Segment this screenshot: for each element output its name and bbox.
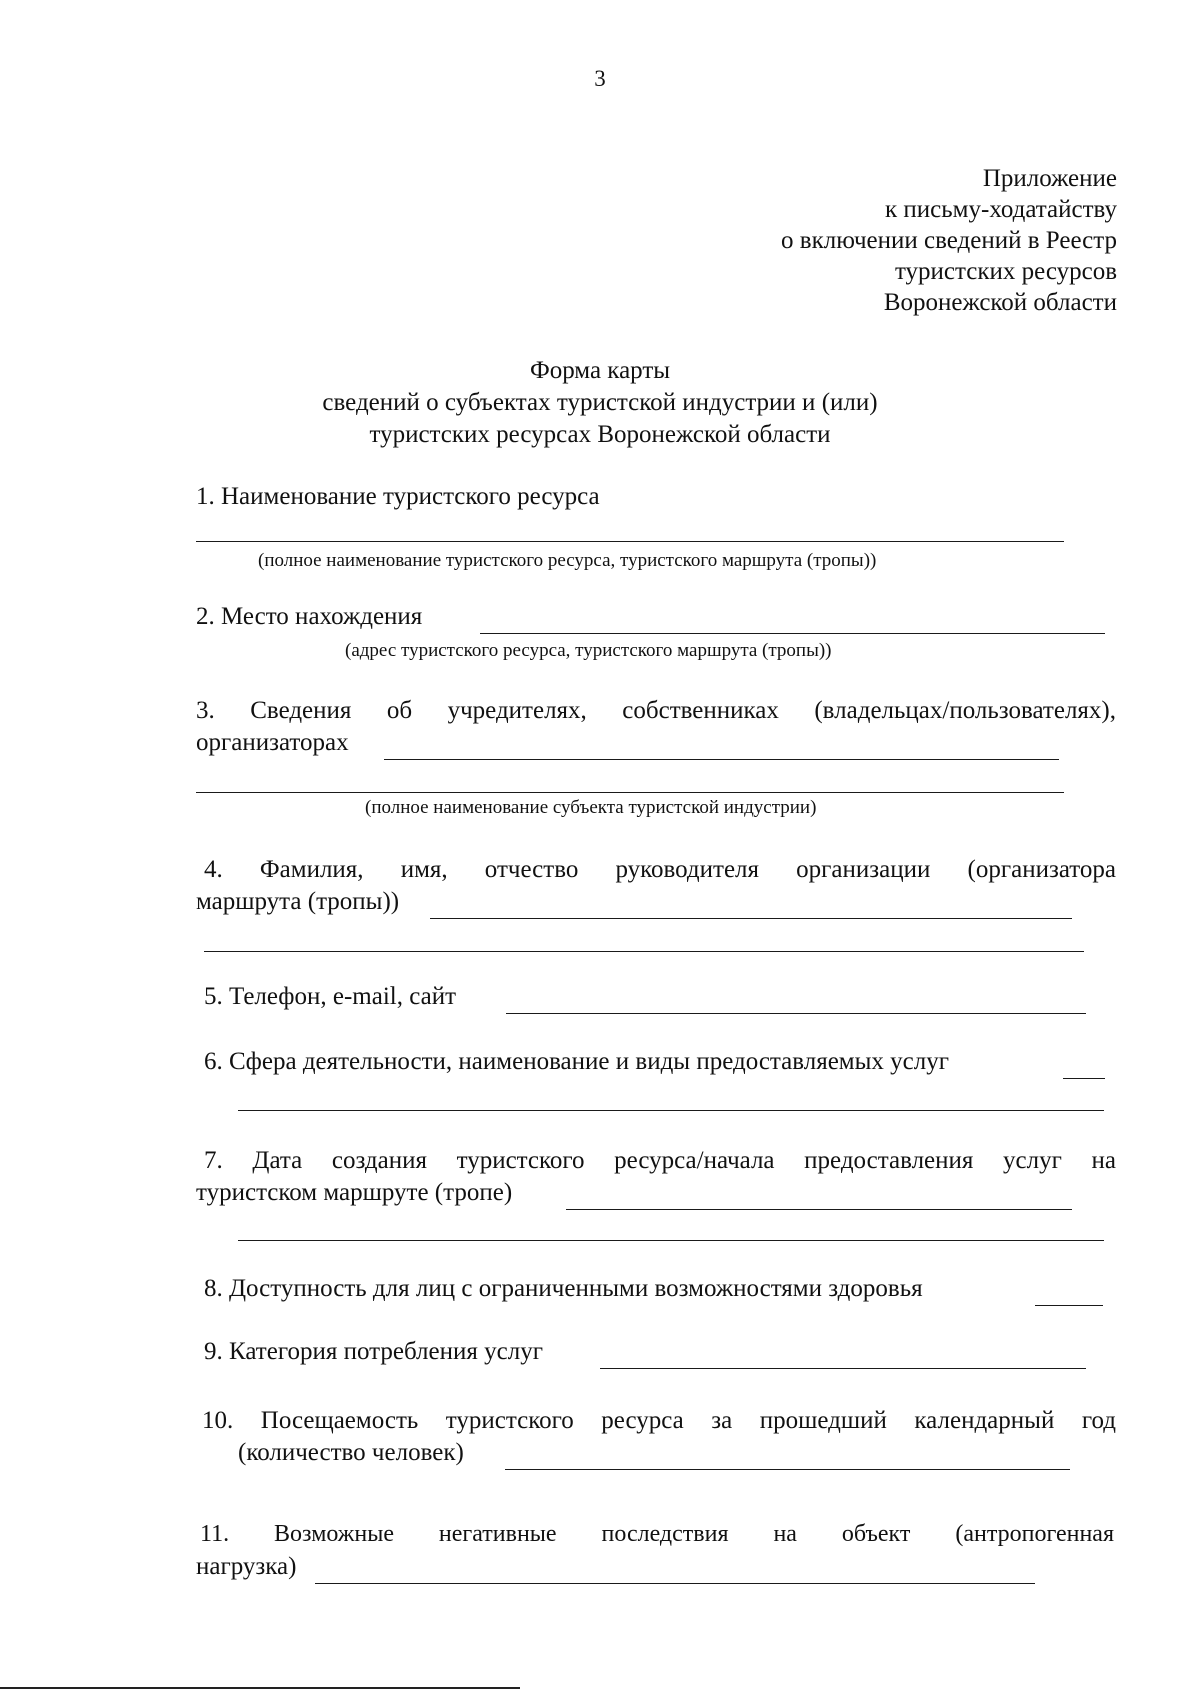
- item-9-field[interactable]: [600, 1368, 1086, 1369]
- appendix-header: [781, 163, 1117, 318]
- item-8-label: 8. Доступность для лиц с ограниченными возможностями здоровья: [204, 1275, 923, 1302]
- item-6-field[interactable]: [1063, 1078, 1105, 1079]
- item-1-field[interactable]: [196, 541, 1064, 542]
- item-8-field[interactable]: [1035, 1305, 1103, 1306]
- item-7-line-1: 7. Дата создания туристского ресурса/начала предоставления услуг на: [204, 1147, 1116, 1174]
- item-4-field[interactable]: [430, 918, 1072, 919]
- item-3-line-2: организаторах: [196, 729, 349, 756]
- appendix-line: Приложение: [982, 165, 1117, 192]
- item-11-line-1: 11. Возможные негативные последствия на объект (антропогенная: [200, 1521, 1114, 1547]
- item-10-line-1: 10. Посещаемость туристского ресурса за прошедший календарный год: [202, 1407, 1116, 1434]
- appendix-line: о включении сведений в Реестр: [781, 227, 1117, 254]
- appendix-line: к письму-ходатайству: [885, 196, 1117, 223]
- item-4-line-2: маршрута (тропы)): [196, 888, 400, 915]
- page-number: 3: [594, 66, 606, 91]
- item-2-field[interactable]: [480, 633, 1105, 634]
- form-title-line: туристских ресурсах Воронежской области: [369, 421, 831, 448]
- item-6-label: 6. Сфера деятельности, наименование и виды предоставляемых услуг: [204, 1048, 949, 1075]
- item-1-label: 1. Наименование туристского ресурса: [196, 483, 600, 510]
- item-9-label: 9. Категория потребления услуг: [204, 1338, 543, 1365]
- item-4-line-1: 4. Фамилия, имя, отчество руководителя организации (организатора: [204, 856, 1116, 883]
- item-5-label: 5. Телефон, e-mail, сайт: [204, 983, 457, 1010]
- item-2-hint: (адрес туристского ресурса, туристского маршрута (тропы)): [345, 640, 832, 661]
- appendix-line: туристских ресурсов: [894, 258, 1117, 285]
- item-4-field-continued[interactable]: [204, 951, 1084, 952]
- item-1-hint: (полное наименование туристского ресурса, туристского маршрута (тропы)): [258, 550, 877, 571]
- item-10-line-2: (количество человек): [238, 1439, 464, 1466]
- item-6-field-continued[interactable]: [238, 1110, 1104, 1111]
- item-7-field[interactable]: [566, 1209, 1072, 1210]
- form-title-line: сведений о субъектах туристской индустрии и (или): [322, 389, 878, 416]
- item-11-field[interactable]: [315, 1583, 1035, 1584]
- item-3-hint: (полное наименование субъекта туристской индустрии): [365, 797, 817, 818]
- item-7-field-continued[interactable]: [238, 1240, 1104, 1241]
- item-2-label: 2. Место нахождения: [196, 603, 423, 630]
- item-3-field-continued[interactable]: [196, 792, 1064, 793]
- form-title: [0, 355, 1200, 451]
- item-10-field[interactable]: [505, 1469, 1070, 1470]
- item-5-field[interactable]: [506, 1013, 1086, 1014]
- item-3-field[interactable]: [384, 759, 1059, 760]
- item-11-line-2: нагрузка): [196, 1553, 297, 1580]
- item-7-line-2: туристском маршруте (тропе): [196, 1179, 513, 1206]
- item-3-line-1: 3. Сведения об учредителях, собственниках (владельцах/пользователях),: [196, 697, 1116, 724]
- page-bottom-divider: [0, 1687, 520, 1689]
- appendix-line: Воронежской области: [883, 289, 1117, 316]
- form-title-line: Форма карты: [529, 357, 671, 384]
